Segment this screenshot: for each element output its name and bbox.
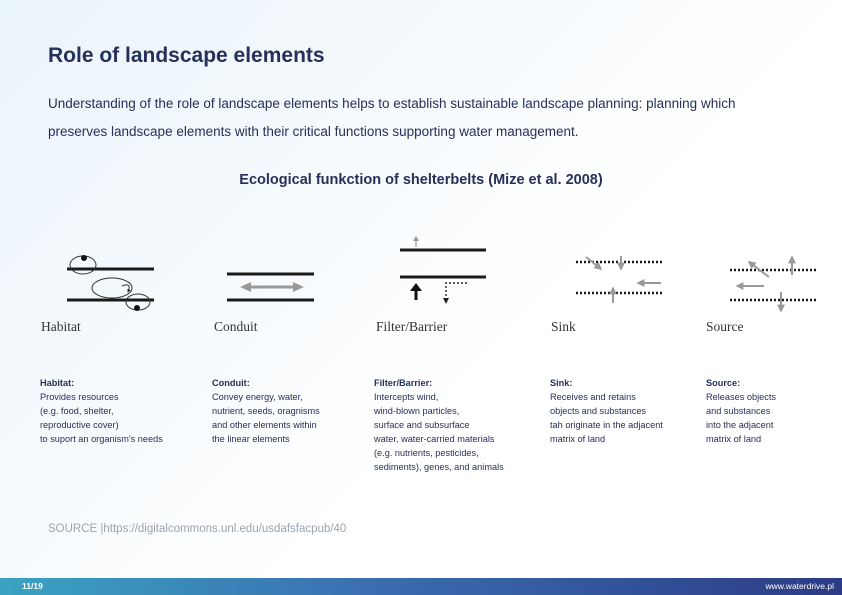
filter-barrier-description bbox=[374, 376, 544, 474]
description-body: Releases objects and substances into the adjacent matrix of land bbox=[706, 392, 776, 444]
description-heading: Sink: bbox=[550, 378, 573, 388]
description-heading: Conduit: bbox=[212, 378, 250, 388]
source-description bbox=[706, 376, 826, 446]
habitat-icon bbox=[67, 255, 154, 311]
description-body: Receives and retains objects and substances tah originate in the adjacent matrix of land bbox=[550, 392, 663, 444]
description-body: Convey energy, water, nutrient, seeds, oragnisms and other elements within the linear elements bbox=[212, 392, 320, 444]
source-icon bbox=[730, 257, 818, 311]
filter-barrier-icon bbox=[400, 236, 486, 304]
conduit-label: Conduit bbox=[214, 319, 258, 334]
sink-icon bbox=[576, 256, 662, 303]
sink-label: Sink bbox=[551, 319, 576, 334]
footer-bar bbox=[0, 578, 842, 595]
source-label: Source bbox=[706, 319, 744, 334]
intro-paragraph: Understanding of the role of landscape elements helps to establish sustainable landscape planning: planning which preserves landscape elements with their critical functions supporting water management. bbox=[48, 96, 736, 139]
conduit-icon bbox=[227, 274, 314, 300]
diagram-subtitle: Ecological funkction of shelterbelts (Mize et al. 2008) bbox=[239, 172, 603, 188]
description-heading: Source: bbox=[706, 378, 741, 388]
page-title: Role of landscape elements bbox=[48, 44, 325, 67]
source-citation: SOURCE |https://digitalcommons.unl.edu/usdafsfacpub/40 bbox=[48, 523, 347, 535]
description-heading: Habitat: bbox=[40, 378, 75, 388]
habitat-label: Habitat bbox=[41, 319, 81, 334]
sink-description bbox=[550, 376, 700, 446]
shelterbelt-functions-diagram bbox=[0, 225, 842, 340]
footer-url: www.waterdrive.pl bbox=[765, 581, 834, 591]
filter-barrier-label: Filter/Barrier bbox=[376, 319, 448, 334]
page-number: 11/19 bbox=[22, 581, 43, 591]
description-body: Intercepts wind, wind-blown particles, surface and subsurface water, water-carried materials (e.g. nutrients, pesticides, sediments), genes, and animals bbox=[374, 392, 504, 472]
description-body: Provides resources (e.g. food, shelter, reproductive cover) to suport an organism's needs bbox=[40, 392, 163, 444]
description-heading: Filter/Barrier: bbox=[374, 378, 433, 388]
habitat-description bbox=[40, 376, 200, 446]
conduit-description bbox=[212, 376, 362, 446]
